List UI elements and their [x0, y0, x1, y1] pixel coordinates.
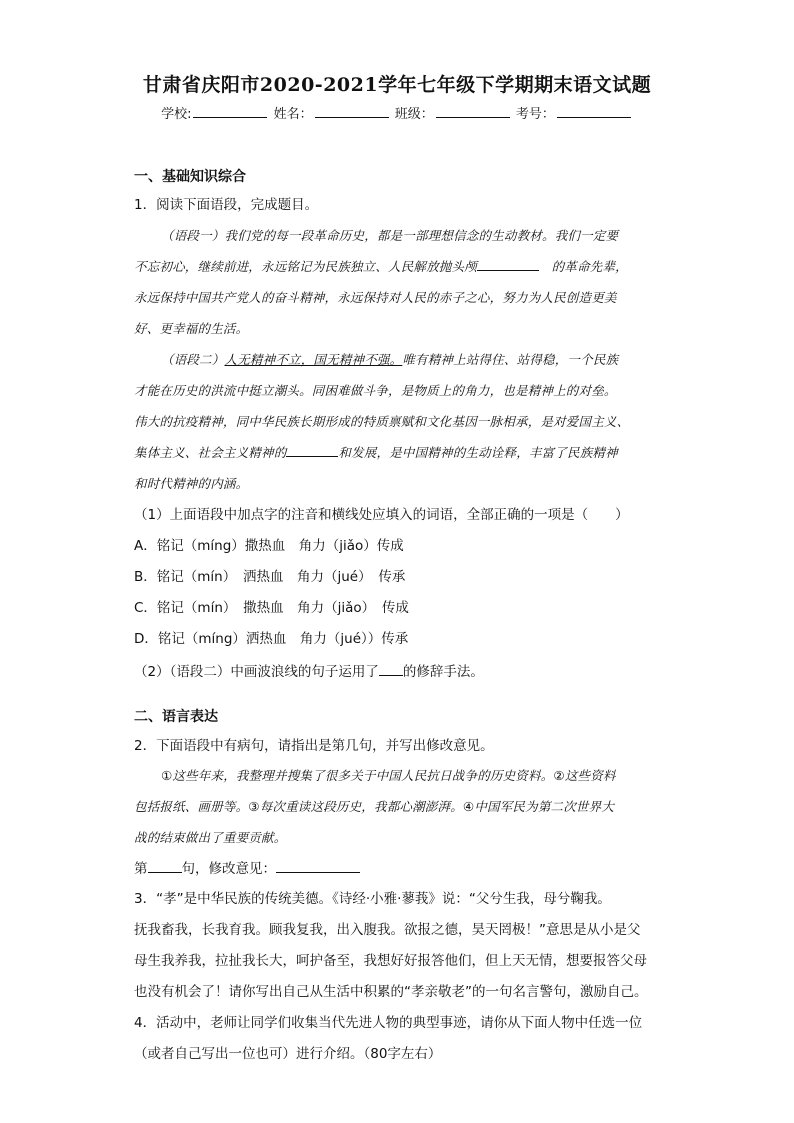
passage-2-line-2: 才能在历史的洪流中挺立潮头。同困难做斗争，是物质上的角力，也是精神上的对垒。 [134, 383, 617, 398]
student-info-line [0, 103, 794, 122]
passage-1-line-2: 不忘初心，继续前进，永远铭记为民族独立、人民解放抛头颅 的革命先辈， [134, 259, 628, 274]
section-heading-2: 二、语言表达 [134, 709, 218, 725]
exam-title: 甘肃省庆阳市2020-2021学年七年级下学期期末语文试题 [142, 74, 652, 96]
question-3 [134, 884, 662, 1070]
question-2-stem: 2．下面语段中有病句，请指出是第几句，并写出修改意见。 [134, 738, 494, 754]
passage-1-line-3: 永远保持中国共产党人的奋斗精神，永远保持对人民的赤子之心，努力为人民创造更美 [134, 290, 617, 305]
question-3-line-2: 抚我畜我，长我育我。顾我复我，出入腹我。欲报之德，昊天罔极！”意思是从小是父 [134, 922, 641, 938]
passage-2-line-3: 伟大的抗疫精神，同中华民族长期形成的特质禀赋和文化基因一脉相承，是对爱国主义、 [134, 414, 630, 429]
question-1-stem: 1．阅读下面语段，完成题目。 [134, 197, 319, 213]
passage-3-line-3: 战的结束做出了重要贡献。 [134, 830, 287, 845]
question-4-line-2: （或者自己写出一位也可）进行介绍。（80字左右） [134, 1046, 442, 1062]
option-c[interactable]: C．铭记（mín） 撒热血 角力（jiǎo） 传成 [134, 600, 409, 616]
passage-3-line-2: 包括报纸、画册等。③每次重读这段历史，我都心潮澎湃。④中国军民为第二次世界大 [134, 799, 615, 814]
passage-3 [134, 760, 662, 853]
school-blank[interactable] [193, 105, 267, 118]
passage-2-line-4: 集体主义、社会主义精神的 和发展，是中国精神的生动诠释，丰富了民族精神 [134, 445, 618, 460]
passage-2-line-1: （语段二）人无精神不立，国无精神不强。唯有精神上站得住、站得稳，一个民族 [161, 352, 619, 367]
rhetoric-blank[interactable] [379, 663, 403, 676]
passage-3-line-1: ①这些年来，我整理并搜集了很多关于中国人民抗日战争的历史资料。②这些资料 [161, 768, 616, 783]
section-heading-1: 一、基础知识综合 [134, 169, 246, 185]
question-1-1: （1）上面语段中加点字的注音和横线处应填入的词语，全部正确的一项是（ ） [134, 507, 629, 523]
name-blank[interactable] [315, 105, 389, 118]
question-1-2: （2）（语段二）中画波浪线的句子运用了 的修辞手法。 [134, 664, 484, 680]
passage-1-line-1: （语段一）我们党的每一段革命历史，都是一部理想信念的生动教材。我们一定要 [161, 228, 619, 243]
class-label: 班级： [394, 107, 434, 122]
question-4-line-1: 4．活动中，老师让同学们收集当代先进人物的典型事迹，请你从下面人物中任选一位 [134, 1015, 643, 1031]
option-a[interactable]: A．铭记（míng）撒热血 角力（jiǎo）传成 [134, 538, 404, 554]
wavy-underlined-sentence: 人无精神不立，国无精神不强。 [224, 352, 403, 367]
exam-number-label: 考号： [515, 107, 555, 122]
passage-1 [134, 220, 662, 344]
class-blank[interactable] [436, 105, 510, 118]
school-label: 学校: [161, 107, 192, 122]
passage-2 [134, 344, 662, 499]
revision-blank[interactable] [276, 860, 360, 873]
option-b[interactable]: B．铭记（mín） 洒热血 角力（jué） 传承 [134, 569, 406, 585]
question-3-line-3: 母生我养我，拉扯我长大，呵护备至，我想好好报答他们，但上天无情，想要报答父母 [134, 953, 647, 969]
sentence-number-blank[interactable] [148, 860, 182, 873]
option-d[interactable]: D．铭记（míng）洒热血 角力（jué））传承 [134, 631, 409, 647]
question-2-answer: 第 句，修改意见： [134, 857, 360, 877]
passage-1-line-4: 好、更幸福的生活。 [134, 321, 249, 336]
name-label: 姓名： [273, 107, 313, 122]
passage-2-blank[interactable] [286, 444, 338, 457]
passage-2-line-5: 和时代精神的内涵。 [134, 476, 249, 491]
question-3-line-4: 也没有机会了！请你写出自己从生活中积累的“孝亲敬老”的一句名言警句，激励自己。 [134, 984, 648, 1000]
exam-number-blank[interactable] [557, 105, 631, 118]
passage-1-blank[interactable] [477, 258, 539, 271]
question-3-line-1: 3．“孝”是中华民族的传统美德。《诗经·小雅·蓼莪》说：“父兮生我，母兮鞠我。 [134, 891, 611, 907]
